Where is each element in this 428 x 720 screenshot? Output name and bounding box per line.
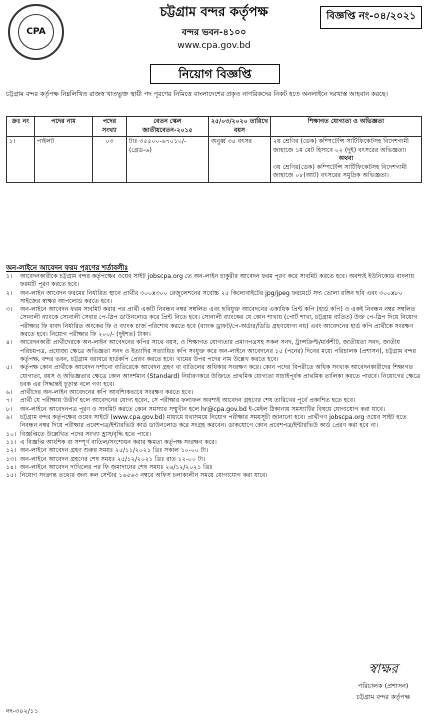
notice-title: নিয়োগ বিজ্ঞপ্তি xyxy=(150,64,280,84)
col-scale: বেতন স্কেল জাতীয়বেতন-২০১৫ xyxy=(127,117,209,137)
logo-text: CPA xyxy=(18,14,54,50)
posts-table xyxy=(6,116,422,183)
cell-post: পাইলট xyxy=(35,137,93,183)
table-row xyxy=(7,137,422,183)
list-item: ৮। অন-লাইনে আবেদনপত্র পূরণ ও সাবমিট করতে কোন সমস্যার সম্মুখীন হলে hr@cpa.gov.bd ই-মেইল ঠিকানায় সমস্যাটির বিষয়ে যোগাযোগ করা যাবে। xyxy=(6,405,386,413)
ad-number-box: বিজ্ঞপ্তি নং-০৪/২০২১ xyxy=(320,6,422,29)
intro-paragraph: চট্টগ্রাম বন্দর কর্তৃপক্ষ নিম্নলিখিত রাজস্ব খাতভুক্ত স্থায়ী পদ পূরণের নিমিত্তে বাংলাদেশের প্রকৃত নাগরিকদের নিকট হতে অনলাইনে দরখাস্ত আহবান করছে। xyxy=(6,90,388,98)
qualification-or: অথবা xyxy=(338,155,354,162)
list-item: ৪। আবেদনকারী প্রার্থীদেরকে অন-লাইন আবেদনের কপির সাথে বয়স, ও শিক্ষাগত যোগ্যতার প্রমাণপত্রসহ সকল সনদ, ট্রান্সক্রিপ্ট/মার্কশীট, জাতীয়তা সনদ, জাতীয় পরিচয়পত্র, প্রযোজ্য ক্ষেত্রে অভিজ্ঞতা সনদ ও ইত্যাদির সত্যায়িত কপি সংযুক্ত করে অন-লাইনে আবেদনের ১৫ (পনের) দিনের মধ্যে পরিচালক (প্রশাসন), চট্টগ্রাম বন্দর কর্তৃপক্ষ, বন্দর ভবন, চট্টগ্রাম বরাবরে হার্ডকপি প্রেরণ করতে হবে। খামের উপর পদের নাম উল্লেখ করতে হবে। xyxy=(6,339,416,363)
terms-list xyxy=(6,273,422,480)
list-item: ৩। অন-লাইনে আবেদন ফরম সাবমিট করার পর প্রার্থী একটি নিবন্ধন নম্বর সম্বলিত এবং ছবিযুক্ত আবেদনের একাধিক প্রিন্ট কপি (হার্ড কপি) ও একই নিবন্ধন নম্বর সম্বলিত সোনালী ব্যাংকে সোনালী সেবার পে-স্লিপ ডাউনলোড করে প্রিন্ট নিতে হবে। সোনালী ব্যাংকের যে কোন শাখায় (পোর্ট শাখা, চট্টগ্রাম ব্যতিত) উক্ত পে-স্লিপ দিয়ে নিয়োগ পরীক্ষার ফি বাবদ নির্ধারিত অংকের ফি ও ব্যাংক চার্জ পরিশোধ করতে হবে (ব্যাংক ড্রাফট/পে-অর্ডার/ডিডি গ্রহণযোগ্য নয়) এবং আবেদনের হার্ড কপি প্রার্থীকে সংরক্ষণ করতে হবে। নিয়োগ পরীক্ষার ফি ২০০/- (দুইশত) টাকা। xyxy=(6,306,418,339)
signature-block xyxy=(356,660,410,703)
list-item: ১০। বিজ্ঞপ্তিতে উল্লেখিত পদের সংখ্যা হ্রাস/বৃদ্ধি হতে পারে। xyxy=(6,430,151,438)
org-address: বন্দর ভবন-৪১০০ xyxy=(181,28,247,38)
org-name: চট্টগ্রাম বন্দর কর্তৃপক্ষ xyxy=(159,5,268,20)
terms-heading: অন-লাইনে আবেদন ফরম পূরণের শর্তাবলীঃ xyxy=(6,264,129,272)
list-item: ৯। চট্টগ্রাম বন্দর কর্তৃপক্ষের ওয়েব সাইটে (www.cpa.gov.bd) মাধ্যমে যথাসময়ে নিয়োগ পরীক্ষার সময়সূচী জানানো হবে। প্রার্থীগণ jobscpa.org ওয়েব সাইট হতে নিবন্ধন নম্বর দিয়ে পরীক্ষার প্রবেশপত্র/ইন্টারভিউ কার্ড ডাউনলোড করে সংগ্রহ করবেন। ডাকযোগে কোন প্রবেশপত্র/ইন্টারভিউ কার্ড প্রেরণ করা হবে না। xyxy=(6,414,407,430)
col-age: ২৫/০৩/২০২০ তারিখে বয়স xyxy=(209,117,271,137)
col-serial: ক্রঃ নং xyxy=(7,117,35,137)
cell-count: ০৩ xyxy=(93,137,127,183)
cell-qualification xyxy=(271,137,422,183)
signature-designation: পরিচালক (প্রশাসন) xyxy=(357,682,409,690)
table-header-row xyxy=(7,117,422,137)
list-item: ১১। এ বিজ্ঞপ্তি আংশিক বা সম্পূর্ণ বাতিল/সংশোধন করার ক্ষমতা কর্তৃপক্ষ সংরক্ষণ করে। xyxy=(6,438,217,446)
list-item: ১২। অন-লাইনে আবেদন গ্রহণ শুরুর সময়ঃ ২৫/১১/২০২১ খ্রিঃ সকাল ১০-০০ টা। xyxy=(6,447,209,455)
list-item: ১৩। অন-লাইনে আবেদন গ্রহণের শেষ সময়ঃ ২৫/১২/২০২১ খ্রিঃ রাত ১২-০০ টা। xyxy=(6,455,206,463)
qualification-1: ২য় শ্রেণির (ডেক) কম্পিটেন্সি সার্টিফিকেটসহ বিদেশগামী জাহাজে ১ম মেট হিসাবে ০২ (দুই) বৎসরের অভিজ্ঞতা। xyxy=(273,138,409,154)
cell-age: অনুর্ধ্ব ৩৫ বৎসর xyxy=(209,137,271,183)
col-count: পদের সংখ্যা xyxy=(93,117,127,137)
list-item: ১। আবেদনকারীকে চট্টগ্রাম বন্দর কর্তৃপক্ষের ওয়েব সাইট jobscpa.org তে অন-লাইন চাকুরীর আবেদন ফরম পূরণ করে সাবমিট করতে হবে। অবশ্যই ইউনিকোড বাংলায় ফরমটি পূরণ করতে হবে। xyxy=(6,273,415,289)
signature-org: চট্টগ্রাম বন্দর কর্তৃপক্ষ xyxy=(356,693,410,701)
reference-number: নং-৩০২/১১ xyxy=(6,707,39,715)
cell-scale: টাঃ ৩৫৫০০-৬৭০১০/- (গ্রেড-৬) xyxy=(127,137,209,183)
list-item: ৭। প্রার্থী যে পরীক্ষায় উত্তীর্ণ হলে আবেদনের যোগ্য হবেন, সে পরীক্ষার ফলাফল অবশ্যই আবেদন গ্রহণের শেষ তারিখের পূর্বে প্রকাশিত হতে হবে। xyxy=(6,397,356,405)
org-website: www.cpa.gov.bd xyxy=(177,41,251,51)
list-item: ১৫। নিয়োগ সংক্রান্ত তথ্যের জন্য কল সেন্টার ১৬৫৬৩ নম্বরে অফিস চলাকালীন সময়ে যোগাযোগ করা যাবে। xyxy=(6,472,268,480)
list-item: ১৪। অন-লাইনে আবেদন দাখিলের পর ফি জমাদানের শেষ সময়ঃ ২৬/১২/২০২১ খ্রিঃ xyxy=(6,463,213,471)
qualification-2: ৩য় শ্রেণির(ডেক) কম্পিটেন্সি সার্টিফিকেটসহ বিদেশগামী জাহাজে ০৮(আট) বৎসরের সমুদ্রিক অভিজ্ঞতা। xyxy=(273,163,407,179)
col-qualification: শিক্ষাগত যোগ্যতা ও অভিজ্ঞতা xyxy=(271,117,422,137)
list-item: ৬। প্রার্থীদের অন-লাইন আবেদনের কপি আবশ্যিকভাবে সংরক্ষণ করতে হবে। xyxy=(6,389,194,397)
signature-mark: স্বাক্ষর xyxy=(368,662,398,677)
col-post: পদের নাম xyxy=(35,117,93,137)
list-item: ৫। কর্তৃপক্ষ কোন প্রার্থীকে আবেদন দর্শানো ব্যতিরেকে আবেদন গ্রহণ বা বাতিলের অধিকার সংরক্ষণ করে। কোন পদের বিপরীতে অধিক সংখ্যক আবেদনকারীদের শিক্ষাগত যোগ্যতা, বয়স ও অভিজ্ঞতার ক্ষেত্রে কোন আদর্শমান (Standard) নির্ধারণকরে উক্তিতে প্রাথমিক যোগ্যতা যাচাইপূর্বক প্রাথমিক তালিকা করতে পারবে। নিয়োগের ক্ষেত্রে চবক এর সিদ্ধান্তই চূড়ান্ত বলে গণ্য হবে। xyxy=(6,364,421,388)
cell-serial: ১। xyxy=(7,137,35,183)
list-item: ২। অন-লাইন আবেদন ফরমের নির্ধারিত স্থানে প্রার্থীর ৩০০x৩০০ রেজুলেশনের সর্বোচ্চ ২৫ কিলোবাইটের jpg/jpeg ফরমেটে সদ্য তোলা রঙ্গিন ছবি এবং ৩০০x৮০ সাইজের স্বাক্ষর আপলোড করতে হবে। xyxy=(6,289,403,305)
